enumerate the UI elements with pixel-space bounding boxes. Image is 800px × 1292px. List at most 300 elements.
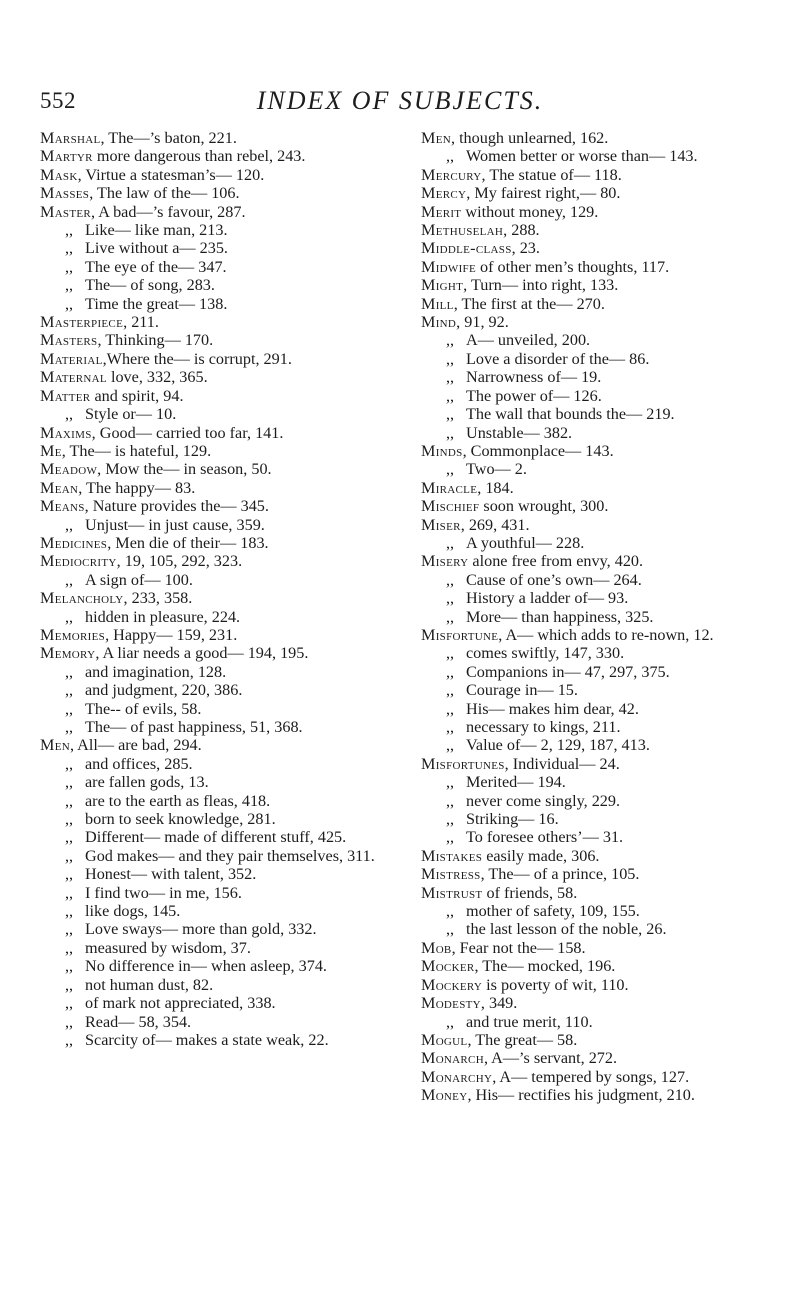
index-subentry [421, 828, 766, 846]
index-subentry [40, 976, 388, 994]
entry-headword: Merit [421, 202, 462, 221]
entry-text: , 288. [503, 221, 540, 240]
index-entry [421, 1031, 766, 1049]
entry-headword: Methuselah [421, 221, 504, 240]
entry-text: , Men die of their— 183. [107, 533, 269, 552]
ditto-mark: ,, [65, 773, 74, 792]
entry-headword: Mockery [421, 975, 483, 994]
entry-text: soon wrought, 300. [479, 497, 609, 516]
index-entry [40, 166, 388, 184]
index-subentry [40, 700, 388, 718]
ditto-mark: ,, [65, 883, 74, 902]
ditto-mark: ,, [446, 1012, 455, 1031]
entry-headword: Mill [421, 294, 454, 313]
entry-text: , The first at the— 270. [453, 294, 605, 313]
entry-headword: Money [421, 1086, 468, 1105]
entry-text: never come singly, 229. [466, 791, 621, 810]
page-header [0, 82, 800, 118]
ditto-mark: ,, [446, 718, 455, 736]
ditto-mark: ,, [65, 699, 74, 718]
index-subentry [40, 571, 388, 589]
entry-headword: Mercy [421, 184, 467, 203]
entry-text: Two— 2. [466, 460, 527, 479]
entry-text: To foresee others’— 31. [466, 828, 624, 847]
entry-headword: Miser [421, 515, 461, 534]
index-entry [421, 1068, 766, 1086]
entry-text: easily made, 306. [482, 846, 600, 865]
ditto-mark: ,, [446, 920, 455, 939]
index-entry [421, 865, 766, 883]
ditto-mark: ,, [65, 405, 74, 424]
entry-text: A sign of— 100. [85, 570, 193, 589]
index-subentry [40, 516, 388, 534]
entry-text: , Virtue a statesman’s— 120. [77, 165, 265, 184]
index-column-left [40, 129, 388, 1049]
entry-text: , Thinking— 170. [97, 331, 214, 350]
entry-headword: Mistrust [421, 883, 483, 902]
entry-headword: Minds [421, 441, 463, 460]
entry-text: The-- of evils, 58. [85, 699, 202, 718]
entry-headword: Might [421, 276, 464, 295]
entry-text: not human dust, 82. [85, 975, 214, 994]
index-entry [421, 129, 766, 147]
entry-text: , The— mocked, 196. [474, 957, 616, 976]
entry-text: mother of safety, 109, 155. [466, 902, 640, 921]
running-head: INDEX OF SUBJECTS. [256, 86, 544, 115]
index-subentry [421, 534, 766, 552]
entry-headword: Mocker [421, 957, 475, 976]
index-subentry [40, 865, 388, 883]
ditto-mark: ,, [65, 257, 74, 276]
ditto-mark: ,, [446, 810, 455, 829]
entry-text: , 91, 92. [456, 313, 509, 332]
index-entry [40, 368, 388, 386]
entry-text: alone free from envy, 420. [468, 552, 644, 571]
index-subentry [421, 147, 766, 165]
ditto-mark: ,, [446, 460, 455, 479]
entry-text: , 349. [480, 994, 518, 1013]
entry-text: Courage in— 15. [466, 681, 578, 700]
index-entry [40, 387, 388, 405]
entry-headword: Misery [421, 552, 469, 571]
entry-text: , Turn— into right, 133. [463, 276, 619, 295]
index-subentry [40, 884, 388, 902]
entry-text: , 269, 431. [460, 515, 530, 534]
index-entry [421, 884, 766, 902]
entry-headword: Misfortune [421, 625, 499, 644]
index-entry [421, 203, 766, 221]
index-entry [421, 957, 766, 975]
ditto-mark: ,, [65, 938, 74, 957]
ditto-mark: ,, [446, 331, 455, 350]
ditto-mark: ,, [446, 828, 455, 847]
entry-text: His— makes him dear, 42. [466, 699, 639, 718]
index-entry [40, 589, 388, 607]
entry-headword: Mistress [421, 865, 481, 884]
index-entry [421, 442, 766, 460]
index-entry [421, 516, 766, 534]
entry-headword: Material [40, 349, 103, 368]
entry-text: , His— rectifies his judgment, 210. [467, 1086, 695, 1105]
entry-text: Companions in— 47, 297, 375. [466, 662, 670, 681]
index-subentry [40, 681, 388, 699]
index-entry [40, 534, 388, 552]
index-entry [421, 497, 766, 515]
entry-text: more dangerous than rebel, 243. [92, 147, 306, 166]
entry-text: of friends, 58. [482, 883, 578, 902]
index-subentry [40, 663, 388, 681]
entry-text: necessary to kings, 211. [466, 718, 621, 736]
entry-text: is poverty of wit, 110. [482, 975, 629, 994]
entry-text: Honest— with talent, 352. [85, 865, 257, 884]
entry-text: are to the earth as fleas, 418. [85, 791, 271, 810]
ditto-mark: ,, [65, 276, 74, 295]
index-subentry [421, 368, 766, 386]
ditto-mark: ,, [65, 662, 74, 681]
index-subentry [421, 773, 766, 791]
entry-text: Live without a— 235. [85, 239, 228, 258]
index-subentry [421, 736, 766, 754]
ditto-mark: ,, [65, 1030, 74, 1049]
entry-text: , A— tempered by songs, 127. [492, 1067, 690, 1086]
entry-text: without money, 129. [461, 202, 599, 221]
entry-text: and spirit, 94. [90, 386, 184, 405]
entry-text: Scarcity of— makes a state weak, 22. [85, 1030, 329, 1049]
entry-headword: Memory [40, 644, 96, 663]
ditto-mark: ,, [446, 386, 455, 405]
entry-text: Unjust— in just cause, 359. [85, 515, 265, 534]
ditto-mark: ,, [65, 920, 74, 939]
index-entry [40, 313, 388, 331]
entry-text: , Happy— 159, 231. [105, 625, 238, 644]
index-entry [40, 350, 388, 368]
entry-headword: Maternal [40, 368, 107, 387]
entry-text: and imagination, 128. [85, 662, 227, 681]
index-subentry [421, 920, 766, 938]
entry-headword: Mean [40, 478, 79, 497]
ditto-mark: ,, [446, 368, 455, 387]
entry-text: , 211. [123, 313, 159, 332]
index-entry [421, 166, 766, 184]
index-entry [421, 258, 766, 276]
index-subentry [421, 792, 766, 810]
index-subentry [421, 405, 766, 423]
index-entry [421, 276, 766, 294]
entry-text: , The law of the— 106. [89, 184, 240, 203]
entry-text: Narrowness of— 19. [466, 368, 602, 387]
ditto-mark: ,, [446, 681, 455, 700]
entry-headword: Masterpiece [40, 313, 124, 332]
index-subentry [40, 221, 388, 239]
entry-text: and true merit, 110. [466, 1012, 593, 1031]
entry-text: I find two— in me, 156. [85, 883, 242, 902]
index-subentry [421, 424, 766, 442]
entry-text: , Mow the— in season, 50. [97, 460, 272, 479]
index-subentry [40, 608, 388, 626]
entry-text: measured by wisdom, 37. [85, 938, 251, 957]
index-column-right [421, 129, 766, 1105]
ditto-mark: ,, [446, 662, 455, 681]
index-entry [40, 331, 388, 349]
ditto-mark: ,, [65, 754, 74, 773]
entry-text: Merited— 194. [466, 773, 566, 792]
entry-text: , 233, 358. [123, 589, 193, 608]
entry-text: Style or— 10. [85, 405, 177, 424]
entry-text: Cause of one’s own— 264. [466, 570, 642, 589]
entry-text: No difference in— when asleep, 374. [85, 957, 327, 976]
entry-headword: Men [421, 129, 451, 147]
index-subentry [40, 718, 388, 736]
index-subentry [421, 1013, 766, 1031]
index-subentry [40, 792, 388, 810]
ditto-mark: ,, [65, 994, 74, 1013]
ditto-mark: ,, [446, 736, 455, 755]
entry-text: , though unlearned, 162. [450, 129, 609, 147]
entry-text: , Nature provides the— 345. [84, 497, 269, 516]
entry-text: Read— 58, 354. [85, 1012, 192, 1031]
entry-headword: Mask [40, 165, 78, 184]
index-entry [40, 129, 388, 147]
ditto-mark: ,, [446, 589, 455, 608]
entry-headword: Mischief [421, 497, 480, 516]
ditto-mark: ,, [446, 349, 455, 368]
ditto-mark: ,, [65, 515, 74, 534]
entry-text: The— of song, 283. [85, 276, 215, 295]
ditto-mark: ,, [446, 773, 455, 792]
index-entry [40, 497, 388, 515]
entry-headword: Miracle [421, 478, 478, 497]
ditto-mark: ,, [65, 865, 74, 884]
entry-text: The eye of the— 347. [85, 257, 227, 276]
entry-text: hidden in pleasure, 224. [85, 607, 241, 626]
index-subentry [421, 681, 766, 699]
entry-headword: Mob [421, 938, 452, 957]
ditto-mark: ,, [65, 810, 74, 829]
entry-text: , The happy— 83. [78, 478, 196, 497]
entry-text: , 184. [477, 478, 514, 497]
index-subentry [421, 700, 766, 718]
entry-headword: Medicines [40, 533, 108, 552]
index-entry [421, 994, 766, 1012]
index-subentry [40, 405, 388, 423]
index-entry [421, 552, 766, 570]
ditto-mark: ,, [65, 294, 74, 313]
ditto-mark: ,, [65, 1012, 74, 1031]
entry-headword: Modesty [421, 994, 481, 1013]
index-entry [421, 1049, 766, 1067]
entry-headword: Marshal [40, 129, 101, 147]
index-entry [40, 203, 388, 221]
entry-text: Like— like man, 213. [85, 221, 228, 240]
ditto-mark: ,, [446, 699, 455, 718]
index-entry [40, 147, 388, 165]
entry-text: ,Where the— is corrupt, 291. [102, 349, 292, 368]
entry-text: History a ladder of— 93. [466, 589, 629, 608]
index-subentry [40, 276, 388, 294]
index-entry [421, 939, 766, 957]
entry-text: Different— made of different stuff, 425. [85, 828, 347, 847]
entry-headword: Maxims [40, 423, 92, 442]
index-entry [40, 424, 388, 442]
entry-text: The— of past happiness, 51, 368. [85, 718, 303, 736]
entry-text: born to seek knowledge, 281. [85, 810, 276, 829]
entry-text: , 19, 105, 292, 323. [116, 552, 243, 571]
index-subentry [40, 994, 388, 1012]
entry-text: Women better or worse than— 143. [466, 147, 698, 166]
entry-text: , Fear not the— 158. [451, 938, 586, 957]
index-entry [40, 460, 388, 478]
index-entry [421, 313, 766, 331]
entry-headword: Monarch [421, 1049, 484, 1068]
index-entry [421, 184, 766, 202]
index-subentry [40, 295, 388, 313]
index-subentry [421, 331, 766, 349]
entry-headword: Middle-class [421, 239, 512, 258]
entry-text: , The— of a prince, 105. [480, 865, 640, 884]
ditto-mark: ,, [65, 718, 74, 736]
entry-headword: Mediocrity [40, 552, 117, 571]
entry-text: Time the great— 138. [85, 294, 228, 313]
page-number: 552 [40, 88, 76, 113]
entry-headword: Melancholy [40, 589, 124, 608]
index-subentry [40, 239, 388, 257]
index-subentry [40, 773, 388, 791]
ditto-mark: ,, [446, 570, 455, 589]
index-subentry [40, 902, 388, 920]
entry-text: The power of— 126. [466, 386, 602, 405]
entry-text: , All— are bad, 294. [69, 736, 202, 755]
entry-text: Love a disorder of the— 86. [466, 349, 650, 368]
index-subentry [421, 460, 766, 478]
index-subentry [40, 1013, 388, 1031]
index-subentry [40, 755, 388, 773]
ditto-mark: ,, [446, 644, 455, 663]
entry-text: , Individual— 24. [504, 754, 620, 773]
index-subentry [40, 810, 388, 828]
ditto-mark: ,, [446, 902, 455, 921]
index-subentry [421, 589, 766, 607]
ditto-mark: ,, [65, 846, 74, 865]
entry-text: , A— which adds to re-nown, 12. [498, 625, 714, 644]
ditto-mark: ,, [65, 828, 74, 847]
ditto-mark: ,, [65, 902, 74, 921]
index-entry [421, 295, 766, 313]
entry-text: love, 332, 365. [106, 368, 208, 387]
index-entry [40, 644, 388, 662]
entry-text: More— than happiness, 325. [466, 607, 654, 626]
index-entry [40, 736, 388, 754]
entry-headword: Mogul [421, 1030, 468, 1049]
ditto-mark: ,, [65, 607, 74, 626]
entry-text: , Good— carried too far, 141. [91, 423, 284, 442]
index-subentry [40, 920, 388, 938]
entry-text: and offices, 285. [85, 754, 193, 773]
index-entry [421, 239, 766, 257]
ditto-mark: ,, [65, 570, 74, 589]
entry-text: are fallen gods, 13. [85, 773, 209, 792]
index-subentry [421, 663, 766, 681]
index-subentry [40, 258, 388, 276]
index-entry [40, 626, 388, 644]
index-subentry [40, 1031, 388, 1049]
index-subentry [40, 939, 388, 957]
entry-headword: Matter [40, 386, 91, 405]
entry-headword: Masters [40, 331, 98, 350]
entry-headword: Monarchy [421, 1067, 493, 1086]
ditto-mark: ,, [446, 147, 455, 166]
index-subentry [421, 350, 766, 368]
ditto-mark: ,, [446, 607, 455, 626]
entry-text: like dogs, 145. [85, 902, 181, 921]
index-subentry [421, 644, 766, 662]
ditto-mark: ,, [65, 791, 74, 810]
index-entry [40, 552, 388, 570]
entry-text: Unstable— 382. [466, 423, 573, 442]
entry-headword: Martyr [40, 147, 93, 166]
index-entry [421, 755, 766, 773]
index-entry [421, 976, 766, 994]
index-subentry [421, 810, 766, 828]
entry-text: , A liar needs a good— 194, 195. [95, 644, 309, 663]
ditto-mark: ,, [65, 239, 74, 258]
entry-headword: Masses [40, 184, 90, 203]
index-entry [421, 847, 766, 865]
entry-headword: Misfortunes [421, 754, 505, 773]
entry-text: God makes— and they pair themselves, 311. [85, 846, 375, 865]
index-subentry [421, 608, 766, 626]
entry-text: Striking— 16. [466, 810, 559, 829]
entry-headword: Memories [40, 625, 106, 644]
entry-headword: Me [40, 441, 62, 460]
index-entry [421, 221, 766, 239]
index-entry [421, 479, 766, 497]
entry-headword: Mercury [421, 165, 482, 184]
index-entry [40, 184, 388, 202]
ditto-mark: ,, [65, 221, 74, 240]
entry-text: Value of— 2, 129, 187, 413. [466, 736, 650, 755]
entry-text: , A—’s servant, 272. [483, 1049, 618, 1068]
entry-headword: Meadow [40, 460, 98, 479]
entry-text: comes swiftly, 147, 330. [466, 644, 625, 663]
entry-text: the last lesson of the noble, 26. [466, 920, 667, 939]
index-subentry [421, 902, 766, 920]
entry-text: Love sways— more than gold, 332. [85, 920, 317, 939]
entry-text: , The— is hateful, 129. [61, 441, 212, 460]
ditto-mark: ,, [446, 791, 455, 810]
entry-headword: Master [40, 202, 92, 221]
entry-text: A youthful— 228. [466, 533, 585, 552]
ditto-mark: ,, [65, 957, 74, 976]
index-entry [421, 626, 766, 644]
entry-text: , The—’s baton, 221. [100, 129, 237, 147]
entry-text: , A bad—’s favour, 287. [91, 202, 246, 221]
index-subentry [421, 571, 766, 589]
index-subentry [421, 387, 766, 405]
ditto-mark: ,, [446, 405, 455, 424]
entry-headword: Mistakes [421, 846, 483, 865]
entry-text: The wall that bounds the— 219. [466, 405, 675, 424]
entry-text: , Commonplace— 143. [462, 441, 614, 460]
ditto-mark: ,, [446, 533, 455, 552]
ditto-mark: ,, [446, 423, 455, 442]
ditto-mark: ,, [65, 975, 74, 994]
index-subentry [40, 847, 388, 865]
index-subentry [40, 957, 388, 975]
index-subentry [421, 718, 766, 736]
index-entry [421, 1086, 766, 1104]
entry-text: of other men’s thoughts, 117. [475, 257, 670, 276]
entry-headword: Men [40, 736, 70, 755]
